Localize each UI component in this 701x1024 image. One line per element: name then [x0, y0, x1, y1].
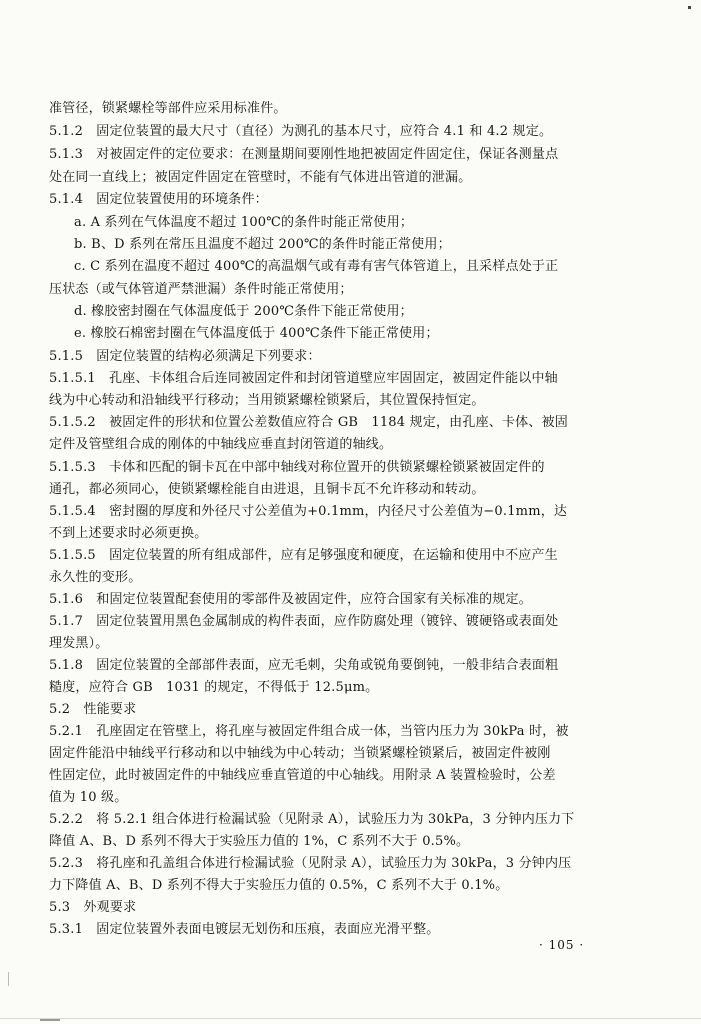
text-line: 永久性的变形。 — [49, 570, 142, 585]
text-line: 糙度，应符合 GB 1031 的规定，不得低于 12.5μm。 — [49, 680, 379, 695]
text-line: 处在同一直线上；被固定件固定在管壁时，不能有气体进出管道的泄漏。 — [49, 170, 472, 185]
text-line: 线为中心转动和沿轴线平行移动；当用锁紧螺栓锁紧后，其位置保持恒定。 — [49, 393, 485, 408]
text-line: 通孔，都必须同心，使锁紧螺栓能自由进退，且铜卡瓦不允许移动和转动。 — [49, 482, 485, 497]
clause-5-1-6: 5.1.6 和固定位装置配套使用的零部件及被固定件，应符合国家有关标准的规定。 — [49, 592, 532, 607]
text-line: 性固定位，此时被固定件的中轴线应垂直管道的中心轴线。用附录 A 装置检验时，公差 — [49, 768, 556, 783]
text-line: 定件及管壁组合成的刚体的中轴线应垂直封闭管道的轴线。 — [49, 437, 393, 452]
clause-5-1-5-4: 5.1.5.4 密封圈的厚度和外径尺寸公差值为+0.1mm，内径尺寸公差值为−0.1mm，达 — [49, 504, 568, 519]
page-number: · 105 · — [539, 938, 585, 952]
scan-speck — [8, 972, 9, 986]
text-line: 值为 10 级。 — [49, 790, 128, 805]
clause-5-1-7: 5.1.7 固定位装置用黑色金属制成的构件表面，应作防腐处理（镀锌、镀硬铬或表面处 — [49, 614, 559, 629]
text-line: 固定件能沿中轴线平行移动和以中轴线为中心转动；当锁紧螺栓锁紧后，被固定件被刚 — [49, 746, 551, 761]
clause-5-1-2: 5.1.2 固定位装置的最大尺寸（直径）为测孔的基本尺寸，应符合 4.1 和 4.2 规定。 — [49, 124, 553, 139]
clause-5-1-5: 5.1.5 固定位装置的结构必须满足下列要求： — [49, 349, 321, 364]
clause-5-1-4: 5.1.4 固定位装置使用的环境条件： — [49, 192, 268, 207]
text-line: 降值 A、B、D 系列不得大于实验压力值的 1%，C 系列不大于 0.5%。 — [49, 834, 470, 849]
clause-5-2-3: 5.2.3 将孔座和孔盖组合体进行检漏试验（见附录 A），试验压力为 30kPa，3 分钟内压 — [49, 856, 572, 871]
section-heading-5-3: 5.3 外观要求 — [49, 900, 137, 915]
clause-5-2-2: 5.2.2 将 5.2.1 组合体进行检漏试验（见附录 A），试验压力为 30kPa，3 分钟内压力下 — [49, 812, 575, 827]
list-item-b: b. B、D 系列在常压且温度不超过 200℃的条件时能正常使用； — [74, 237, 451, 252]
clause-5-1-8: 5.1.8 固定位装置的全部部件表面，应无毛刺，尖角或锐角要倒钝，一般非结合表面粗 — [49, 658, 559, 673]
clause-5-3-1: 5.3.1 固定位装置外表面电镀层无划伤和压痕，表面应光滑平整。 — [49, 922, 440, 937]
clause-5-1-5-3: 5.1.5.3 卡体和匹配的铜卡瓦在中部中轴线对称位置开的供锁紧螺栓锁紧被固定件的 — [49, 460, 545, 475]
page-edge — [0, 1018, 701, 1019]
scan-speck — [40, 1019, 60, 1021]
section-heading-5-2: 5.2 性能要求 — [49, 702, 137, 717]
text-line: 力下降值 A、B、D 系列不得大于实验压力值的 0.5%，C 系列不大于 0.1%。 — [49, 878, 509, 893]
clause-5-2-1: 5.2.1 孔座固定在管壁上，将孔座与被固定件组合成一体，当管内压力为 30kPa 时，被 — [49, 724, 569, 739]
scan-speck — [688, 6, 691, 9]
clause-5-1-5-2: 5.1.5.2 被固定件的形状和位置公差数值应符合 GB 1184 规定，由孔座、卡体、被固 — [49, 415, 568, 430]
list-item-e: e. 橡胶石棉密封圈在气体温度低于 400℃条件下能正常使用； — [74, 326, 439, 341]
list-item-a: a. A 系列在气体温度不超过 100℃的条件时能正常使用； — [74, 215, 414, 230]
clause-5-1-3: 5.1.3 对被固定件的定位要求：在测量期间要刚性地把被固定件固定住，保证各测量点 — [49, 147, 559, 162]
clause-5-1-5-5: 5.1.5.5 固定位装置的所有组成部件，应有足够强度和硬度，在运输和使用中不应产生 — [49, 548, 558, 563]
list-item-c: c. C 系列在温度不超过 400℃的高温烟气或有毒有害气体管道上，且采样点处于正 — [74, 259, 559, 274]
text-line: 压状态（或气体管道严禁泄漏）条件时能正常使用； — [49, 282, 353, 297]
text-line: 理发黑）。 — [49, 636, 109, 651]
text-line: 准管径，锁紧螺栓等部件应采用标准件。 — [49, 101, 287, 116]
clause-5-1-5-1: 5.1.5.1 孔座、卡体组合后连同被固定件和封闭管道壁应牢固固定，被固定件能以中轴 — [49, 371, 558, 386]
list-item-d: d. 橡胶密封圈在气体温度低于 200℃条件下能正常使用； — [74, 304, 413, 319]
text-line: 不到上述要求时必须更换。 — [49, 526, 208, 541]
